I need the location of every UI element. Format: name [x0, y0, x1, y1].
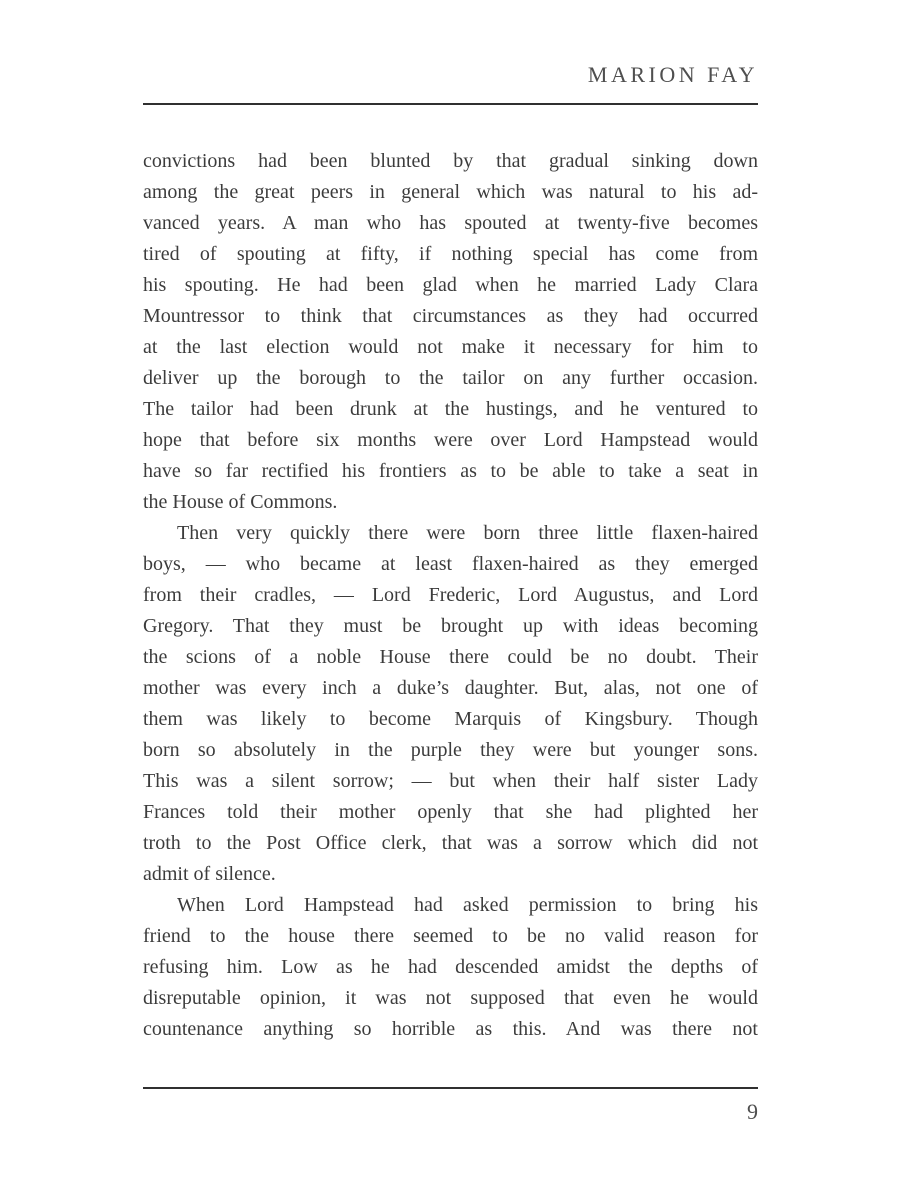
paragraph [143, 890, 758, 1045]
text-line: Gregory. That they must be brought up with ideas becoming [143, 615, 758, 637]
text-line: The tailor had been drunk at the hustings, and he ventured to [143, 398, 758, 420]
text-line: Mountressor to think that circumstances as they had occurred [143, 305, 758, 327]
text-line: his spouting. He had been glad when he married Lady Clara [143, 274, 758, 296]
text-line: troth to the Post Office clerk, that was a sorrow which did not [143, 832, 758, 854]
text-line: at the last election would not make it necessary for him to [143, 336, 758, 358]
text-line: mother was every inch a duke’s daughter. But, alas, not one of [143, 677, 758, 699]
header-rule [143, 103, 758, 105]
text-line: Then very quickly there were born three little flaxen-haired [177, 522, 758, 544]
paragraph [143, 518, 758, 890]
paragraph [143, 146, 758, 518]
text-line: friend to the house there seemed to be no valid reason for [143, 925, 758, 947]
text-line: the scions of a noble House there could be no doubt. Their [143, 646, 758, 668]
page-content [143, 0, 758, 1126]
text-line: born so absolutely in the purple they were but younger sons. [143, 739, 758, 761]
text-line: refusing him. Low as he had descended amidst the depths of [143, 956, 758, 978]
text-line: countenance anything so horrible as this. And was there not [143, 1018, 758, 1040]
page-body [143, 146, 758, 1045]
text-line: vanced years. A man who has spouted at twenty-five becomes [143, 212, 758, 234]
text-line: admit of silence. [143, 863, 276, 885]
text-line: deliver up the borough to the tailor on any further occasion. [143, 367, 758, 389]
text-line: disreputable opinion, it was not supposed that even he would [143, 987, 758, 1009]
text-line: hope that before six months were over Lord Hampstead would [143, 429, 758, 451]
text-line: the House of Commons. [143, 491, 338, 513]
page-footer [143, 1087, 758, 1126]
text-line: them was likely to become Marquis of Kingsbury. Though [143, 708, 758, 730]
text-line: have so far rectified his frontiers as to be able to take a seat in [143, 460, 758, 482]
text-line: Frances told their mother openly that she had plighted her [143, 801, 758, 823]
text-line: from their cradles, — Lord Frederic, Lord Augustus, and Lord [143, 584, 758, 606]
text-line: convictions had been blunted by that gradual sinking down [143, 150, 758, 172]
text-line: tired of spouting at fifty, if nothing special has come from [143, 243, 758, 265]
text-line: When Lord Hampstead had asked permission to bring his [177, 894, 758, 916]
page-number: 9 [747, 1099, 758, 1124]
text-line: among the great peers in general which was natural to his ad- [143, 181, 758, 203]
page-header [143, 0, 758, 105]
running-header-title: MARION FAY [587, 62, 758, 87]
text-line: This was a silent sorrow; — but when their half sister Lady [143, 770, 758, 792]
footer-rule [143, 1087, 758, 1089]
text-line: boys, — who became at least flaxen-haired as they emerged [143, 553, 758, 575]
